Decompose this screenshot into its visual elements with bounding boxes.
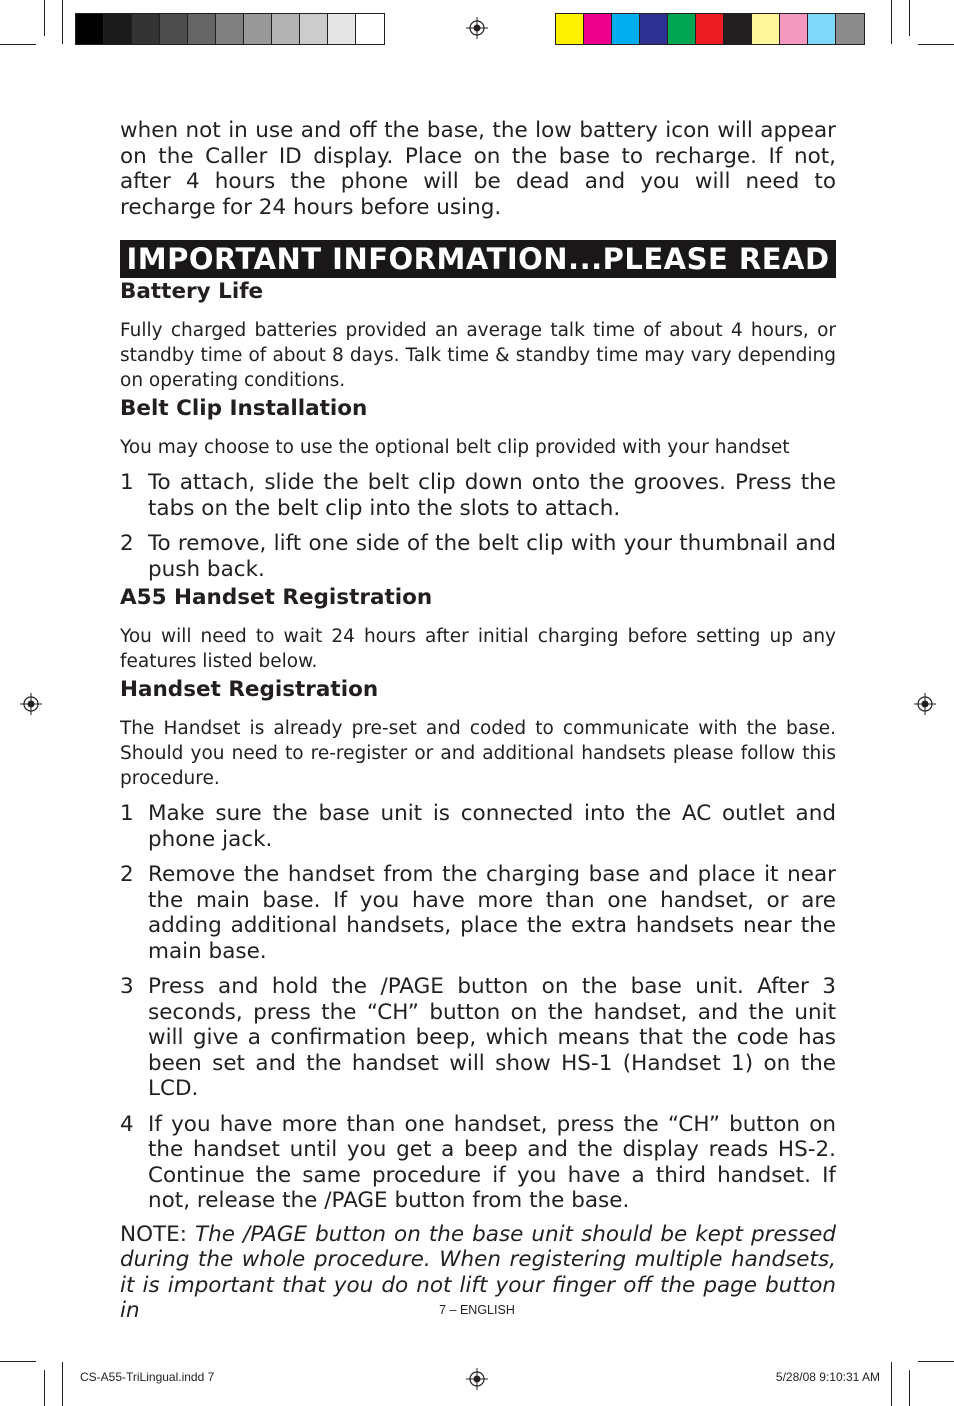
color-swatch — [160, 14, 188, 44]
battery-life-text: Fully charged batteries provided an average talk time of about 4 hours, or standby time of about 8 days. Talk time & standby time may vary depending on operating conditions. — [120, 320, 836, 391]
handset-registration-steps — [120, 801, 836, 1214]
slug-file-name: CS-A55-TriLingual.indd 7 — [80, 1370, 215, 1384]
crop-mark — [891, 1362, 892, 1406]
process-color-bar — [555, 13, 865, 45]
list-item — [120, 531, 836, 582]
step-number: 3 — [120, 974, 134, 999]
page-content — [120, 118, 836, 1324]
color-swatch — [836, 14, 864, 44]
crop-mark — [918, 44, 954, 45]
step-text: If you have more than one handset, press the “CH” button on the handset until you get a beep and the display reads HS-2. Continue the same procedure if you have a third handset. If not, release the /PAGE button from the base. — [148, 1111, 836, 1213]
registration-mark-icon — [20, 693, 42, 715]
color-swatch — [188, 14, 216, 44]
a55-registration-heading: A55 Handset Registration — [120, 585, 433, 610]
color-swatch — [356, 14, 384, 44]
step-number: 4 — [120, 1111, 134, 1137]
color-swatch — [244, 14, 272, 44]
color-swatch — [300, 14, 328, 44]
crop-mark — [909, 1370, 910, 1406]
step-number: 2 — [120, 862, 134, 887]
step-number: 1 — [120, 470, 134, 495]
color-swatch — [724, 14, 752, 44]
list-item — [120, 1112, 836, 1214]
color-swatch — [272, 14, 300, 44]
step-number: 1 — [120, 801, 134, 826]
color-swatch — [132, 14, 160, 44]
section-banner: IMPORTANT INFORMATION...PLEASE READ — [120, 240, 836, 278]
handset-registration-heading: Handset Registration — [120, 677, 379, 702]
color-swatch — [808, 14, 836, 44]
crop-mark — [918, 1361, 954, 1362]
crop-mark — [62, 0, 63, 44]
color-swatch — [584, 14, 612, 44]
crop-mark — [44, 1370, 45, 1406]
registration-mark-icon — [466, 1368, 488, 1390]
color-swatch — [216, 14, 244, 44]
color-swatch — [76, 14, 104, 44]
step-number: 2 — [120, 531, 134, 556]
step-text: Make sure the base unit is connected into the AC outlet and phone jack. — [148, 801, 836, 852]
color-swatch — [668, 14, 696, 44]
color-swatch — [780, 14, 808, 44]
crop-mark — [44, 0, 45, 36]
list-item — [120, 862, 836, 964]
crop-mark — [891, 0, 892, 44]
crop-mark — [909, 0, 910, 36]
list-item — [120, 470, 836, 521]
battery-life-heading: Battery Life — [120, 279, 264, 304]
grayscale-color-bar — [75, 13, 385, 45]
step-text: To attach, slide the belt clip down onto the grooves. Press the tabs on the belt clip into the slots to attach. — [148, 470, 836, 521]
color-swatch — [556, 14, 584, 44]
belt-clip-heading: Belt Clip Installation — [120, 396, 368, 421]
belt-clip-steps — [120, 470, 836, 582]
registration-mark-icon — [466, 17, 488, 39]
intro-paragraph: when not in use and off the base, the low battery icon will appear on the Caller ID display. Place on the base to recharge. If not, after 4 hours the phone will be dead and you will need to recharge for 24 hours before using. — [120, 118, 836, 220]
color-swatch — [328, 14, 356, 44]
step-text: Press and hold the /PAGE button on the base unit. After 3 seconds, press the “CH” button on the handset, and the unit will give a confirmation beep, which means that the code has been set and the handset will show HS-1 (Handset 1) on the LCD. — [148, 974, 836, 1101]
crop-mark — [0, 44, 36, 45]
page-footer: 7 – ENGLISH — [439, 1303, 515, 1317]
step-text: To remove, lift one side of the belt clip with your thumbnail and push back. — [148, 531, 836, 582]
note-text: The /PAGE button on the base unit should be kept pressed during the whole procedure. When registering multiple handsets, it is important that you do not lift your finger off the page button in — [120, 1221, 836, 1323]
color-swatch — [696, 14, 724, 44]
handset-registration-text: The Handset is already pre-set and coded to communicate with the base. Should you need to re-register or and additional handsets please follow this procedure. — [120, 718, 836, 789]
slug-timestamp: 5/28/08 9:10:31 AM — [775, 1370, 880, 1384]
crop-mark — [0, 1361, 36, 1362]
color-swatch — [752, 14, 780, 44]
step-text: Remove the handset from the charging base and place it near the main base. If you have more than one handset, or are adding additional handsets, place the extra handsets near the main base. — [148, 862, 836, 964]
a55-registration-text: You will need to wait 24 hours after initial charging before setting up any features listed below. — [120, 626, 836, 672]
note-label: NOTE: — [120, 1221, 187, 1247]
registration-mark-icon — [914, 693, 936, 715]
list-item — [120, 801, 836, 852]
color-swatch — [104, 14, 132, 44]
list-item — [120, 974, 836, 1102]
color-swatch — [640, 14, 668, 44]
color-swatch — [612, 14, 640, 44]
crop-mark — [62, 1362, 63, 1406]
belt-clip-intro: You may choose to use the optional belt clip provided with your handset — [120, 437, 790, 458]
